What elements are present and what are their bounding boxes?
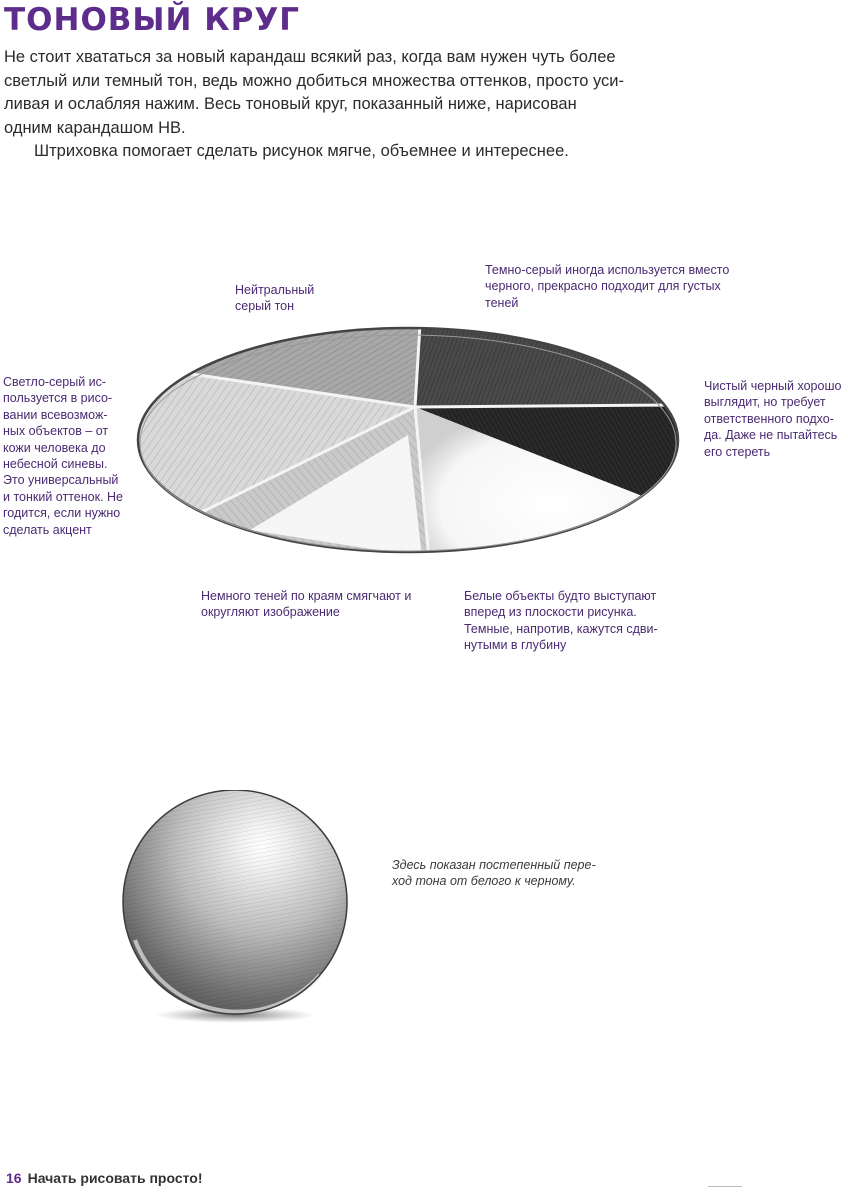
page-number: 16 bbox=[6, 1170, 22, 1186]
caption-white: Белые объекты будто выступают вперед из плоскости рисунка. Темные, напротив, кажутся сдви-нутыми в глубину bbox=[464, 589, 658, 653]
tonal-pie-svg bbox=[130, 325, 690, 570]
page-title: ТОНОВЫЙ КРУГ bbox=[4, 2, 300, 38]
book-title: Начать рисовать просто! bbox=[27, 1170, 203, 1186]
caption-sphere: Здесь показан постепенный пере-ход тона от белого к черному. bbox=[392, 858, 596, 889]
segment-dark-gray bbox=[415, 325, 690, 407]
intro-paragraph-2: Штриховка помогает сделать рисунок мягче, объемнее и интереснее. bbox=[34, 142, 569, 160]
caption-neutral-gray: Нейтральный серый тон bbox=[235, 283, 315, 314]
caption-dark-gray: Темно-серый иногда используется вместо черного, прекрасно подходит для густых теней bbox=[485, 263, 730, 310]
intro-paragraph-1: Не стоит хвататься за новый карандаш всякий раз, когда вам нужен чуть более светлый или темный тон, ведь можно добиться множества оттенков, просто уси-ливая и ослабляя нажим. Весь тоновый круг, показанный ниже, нарисован одним карандашом НВ. bbox=[4, 48, 624, 137]
caption-soft-shadow: Немного теней по краям смягчают и округляют изображение bbox=[201, 589, 412, 620]
caption-light-gray: Светло-серый ис-пользуется в рисо-вании всевозмож-ных объектов – от кожи человека до небесной синевы. Это универсальный и тонкий оттенок. Не годится, если нужно сделать акцент bbox=[3, 375, 123, 537]
footer-divider bbox=[708, 1186, 742, 1187]
sphere-svg bbox=[110, 790, 360, 1030]
intro-text bbox=[4, 46, 624, 164]
caption-black: Чистый черный хорошо выглядит, но требует ответственного подхо-да. Даже не пытайтесь его стереть bbox=[704, 379, 842, 459]
shaded-sphere-illustration bbox=[110, 790, 360, 1030]
page-footer bbox=[6, 1170, 203, 1186]
tonal-pie-illustration bbox=[130, 325, 690, 570]
